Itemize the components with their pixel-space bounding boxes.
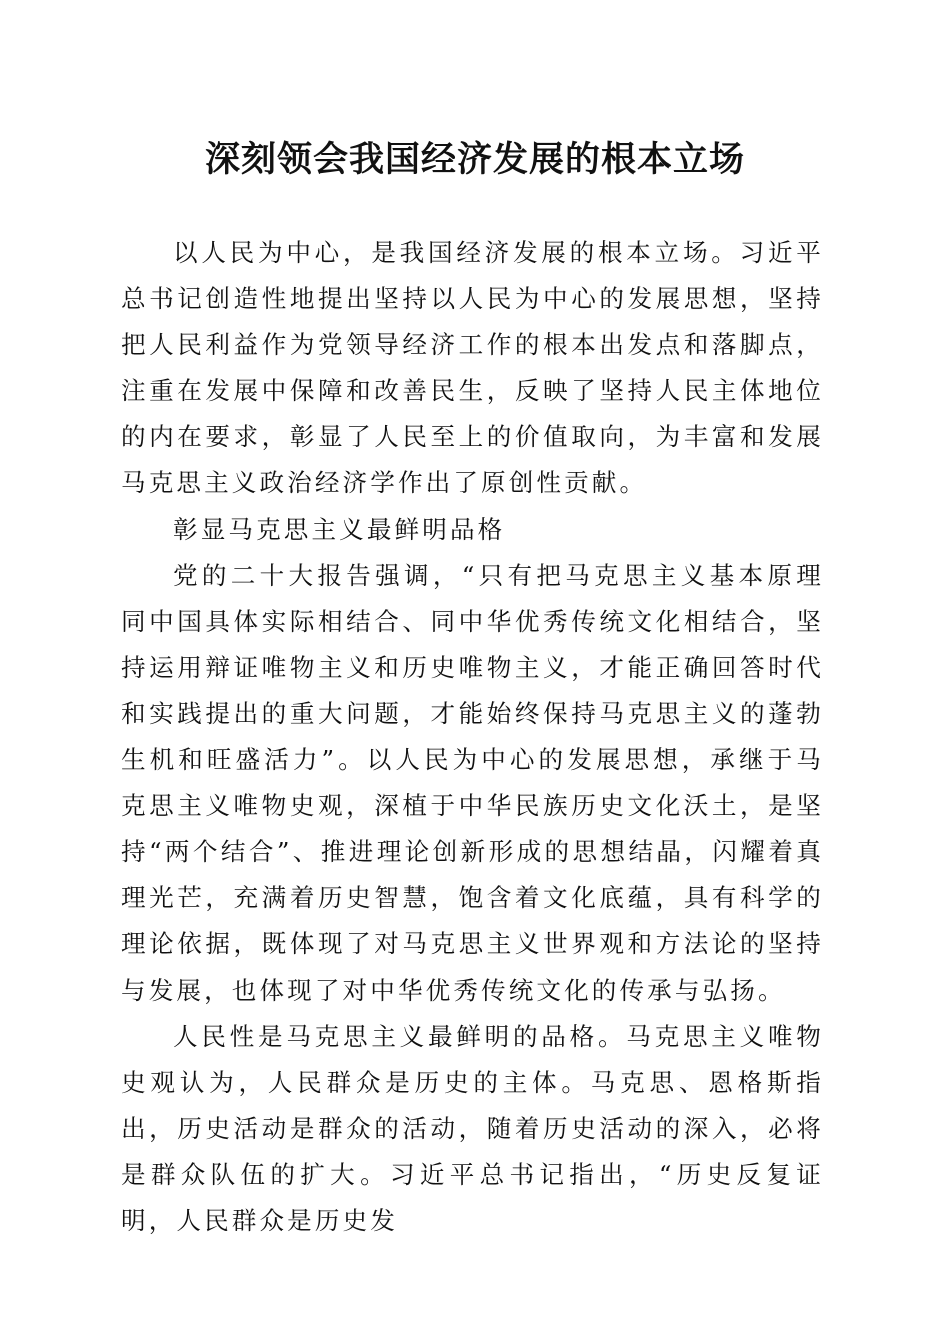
document-body (121, 230, 824, 1244)
paragraph-two-combinations: 党的二十大报告强调，“只有把马克思主义基本原理同中国具体实际相结合、同中华优秀传统文化相结合，坚持运用辩证唯物主义和历史唯物主义，才能正确回答时代和实践提出的重大问题，才能始终保持马克思主义的蓬勃生机和旺盛活力”。以人民为中心的发展思想，承继于马克思主义唯物史观，深植于中华民族历史文化沃土，是坚持“两个结合”、推进理论创新形成的思想结晶，闪耀着真理光芒，充满着历史智慧，饱含着文化底蕴，具有科学的理论依据，既体现了对马克思主义世界观和方法论的坚持与发展，也体现了对中华优秀传统文化的传承与弘扬。 (121, 560, 824, 1005)
document-title: 深刻领会我国经济发展的根本立场 (204, 139, 745, 180)
paragraph-people-nature: 人民性是马克思主义最鲜明的品格。马克思主义唯物史观认为，人民群众是历史的主体。马克思、恩格斯指出，历史活动是群众的活动，随着历史活动的深入，必将是群众队伍的扩大。习近平总书记指出，“历史反复证明，人民群众是历史发 (121, 1021, 824, 1235)
section-subheading: 彰显马克思主义最鲜明品格 (173, 514, 506, 544)
paragraph-intro: 以人民为中心，是我国经济发展的根本立场。习近平总书记创造性地提出坚持以人民为中心的发展思想，坚持把人民利益作为党领导经济工作的根本出发点和落脚点，注重在发展中保障和改善民生，反映了坚持人民主体地位的内在要求，彰显了人民至上的价值取向，为丰富和发展马克思主义政治经济学作出了原创性贡献。 (121, 238, 824, 498)
